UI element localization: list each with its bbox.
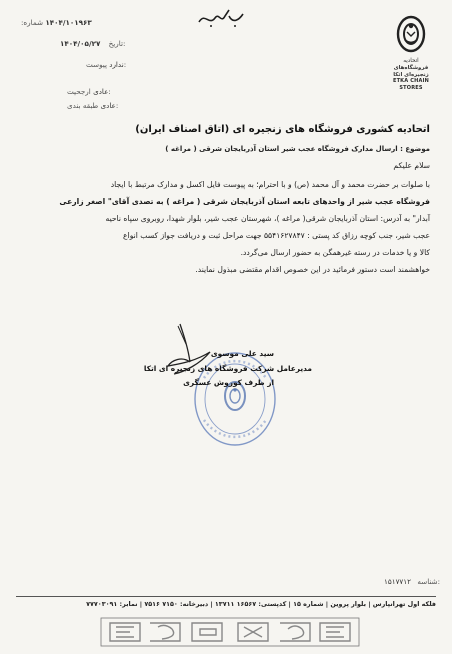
letter-number-value: ۱۴۰۴/۱۰۱۹۶۳: [45, 18, 92, 27]
signatory-position: مدیرعامل شرکت فروشگاه های زنجیره ای اتکا: [143, 364, 312, 373]
body-line: فروشگاه عجب شیر از واحدهای تابعه استان آذربایجان شرقی ( مراغه ) به تصدی آقای" اصغر زارعی: [59, 197, 430, 206]
etka-logo-icon: [381, 14, 441, 54]
body-line: عجب شیر، جنب کوچه رزاق کد پستی : ۵۵۴۱۶۲۷۸۴۷ جهت مراحل ثبت و دریافت جواز کسب انواع: [123, 231, 430, 240]
letter-number-row: [15, 18, 115, 27]
letter-attachment-value: ندارد: [109, 60, 124, 69]
serial-row: [360, 577, 440, 586]
footer-ornament: [100, 617, 360, 647]
letter-date-label: تاریخ:: [108, 39, 126, 48]
priority-value: عادی: [93, 87, 109, 96]
signatory-on-behalf: از طرف کوروش عسگری: [183, 378, 274, 387]
serial-value: ۱۵۱۷۷۱۲: [383, 577, 412, 586]
priority-label: ارجحیت:: [67, 87, 111, 96]
footer-divider: [16, 596, 436, 597]
recipient-title: اتحادیه کشوری فروشگاه های زنجیره ای (اتاق اصناف ایران): [135, 124, 430, 135]
letter-date-row: [60, 39, 140, 48]
bismillah-calligraphy: [195, 6, 247, 30]
logo-org-line2: فروشگاه‌های زنجیره‌ای اتکا: [393, 64, 429, 78]
etka-logo: [381, 14, 441, 91]
logo-org-line1: اتحادیه: [403, 58, 419, 64]
classification-value: عادی: [100, 101, 116, 110]
body-line: خواهشمند است دستور فرمائید در این خصوص اقدام مقتضی مبذول نمایند.: [195, 265, 430, 274]
letter-attachment-row: [80, 60, 150, 69]
priority-row: [64, 87, 134, 96]
logo-org-en: ETKA CHAIN STORES: [392, 78, 430, 91]
classification-row: [64, 101, 144, 110]
letter-date-value: ۱۴۰۴/۰۵/۲۷: [60, 39, 101, 48]
greeting: سلام علیکم: [393, 161, 430, 170]
letter-number-label: شماره:: [21, 18, 44, 27]
body-line: با صلوات بر حضرت محمد و آل محمد (ص) و با احترام؛ به پیوست فایل اکسل و مدارک مرتبط با ایجاد: [110, 180, 430, 189]
classification-label: طبقه بندی:: [67, 101, 119, 110]
footer-address: فلکه اول تهرانپارس | بلوار پروین | شماره ۱۵ | کدپستی: ۱۶۵۶۷ ۱۳۷۱۱ | دبیرخانه: ۷۱۵۰ ۷۵۱۶ | نمابر: ۷۷۷۰۳۰۹۱: [86, 600, 436, 608]
body-line: آبدار" به آدرس: استان آذربایجان شرقی( مراغه )، شهرستان عجب شیر، بلوار شهدا، روبروی سپاه ناحیه: [105, 214, 430, 223]
subject-line: موضوع : ارسال مدارک فروشگاه عجب شیر استان آذربایجان شرقی ( مراغه ): [165, 145, 430, 153]
letter-attachment-label: پیوست:: [86, 60, 127, 69]
serial-label: شناسه:: [417, 577, 440, 586]
body-line: کالا و یا خدمات در رسته غیرهمگن به حضور ارسال می‌گردد.: [240, 248, 430, 257]
signatory-name: سید علی موسوی: [210, 349, 274, 358]
